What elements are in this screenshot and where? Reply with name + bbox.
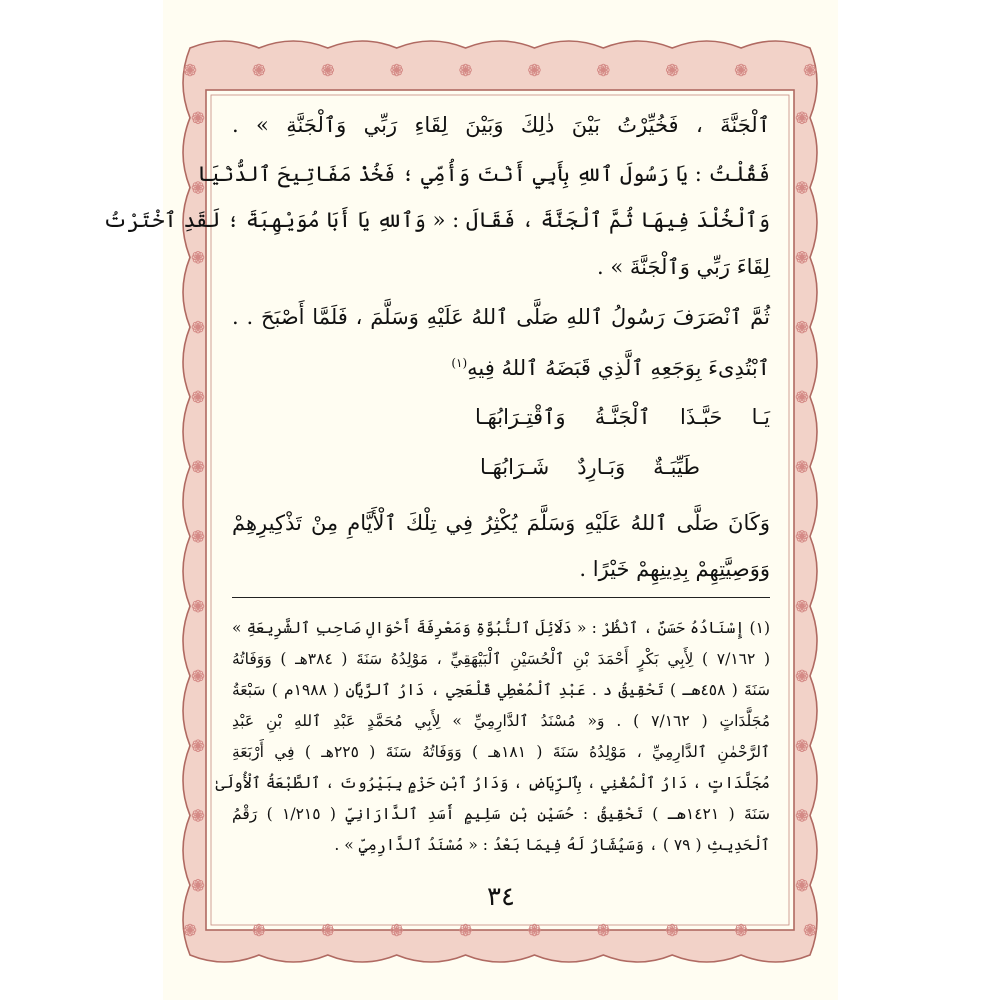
- verse-line-1: يَـا حَبَّـذَا ٱلْجَنَّـةُ وَٱقْتِـرَابُهَـا: [475, 405, 770, 429]
- body-line-3: وَٱلْخُلْدَ فِيهَا ثُمَّ ٱلْجَنَّةَ ، فَقَالَ : « وَٱللهِ يَا أَبَا مُوَيْهِبَةَ ؛ لَقَدِ ٱخْتَرْتُ: [102, 208, 770, 232]
- body-line-1: ٱلْجَنَّةَ ، فَخُيِّرْتُ بَيْنَ ذٰلِكَ وَبَيْنَ لِقَاءِ رَبِّي وَٱلْجَنَّةِ » .: [232, 113, 770, 137]
- page-content: [102, 100, 770, 930]
- footnote-marker: (١): [451, 356, 468, 370]
- footnote-line-3: سَنَةَ ( ٤٥٨هـ ) تَحْقِيقُ د . عَبْدِ ٱلْمُعْطِي قَلْعَجِي ، دَارُ ٱلرَّيَّانِ ( ١٩٨٨م ) سَبْعَةُ: [232, 681, 770, 699]
- body-line-8: وَوَصِيَّتِهِمْ بِدِينِهِمْ خَيْرًا .: [579, 557, 770, 581]
- footnote-line-2: ( ٧/١٦٢ ) لِأَبِي بَكْرٍ أَحْمَدَ بْنِ ٱلْحُسَيْنِ ٱلْبَيْهَقِيِّ ، مَوْلِدُهُ سَنَةَ ( ٣٨٤هـ ) وَوَفَاتُهُ: [232, 650, 770, 668]
- footnote-line-1: (١) إِسْنَادُهُ حَسَنٌ ، ٱنْظُرْ : « دَلَائِلَ ٱلنُّبُوَّةِ وَمَعْرِفَةَ أَحْوَالِ صَاحِبِ ٱلشَّرِيعَةِ »: [232, 619, 770, 637]
- verse-line-2: طَيِّبَـةٌ وَبَـارِدٌ شَـرَابُهَـا: [480, 455, 700, 479]
- page-number: ٣٤: [487, 882, 515, 912]
- body-line-4: لِقَاءَ رَبِّي وَٱلْجَنَّةَ » .: [596, 255, 770, 279]
- body-line-6: [232, 346, 770, 380]
- footnote-separator: [232, 597, 770, 598]
- footnote-line-5: ٱلرَّحْمٰنِ ٱلدَّارِمِيِّ ، مَوْلِدُهُ سَنَةَ ( ١٨١هـ ) وَوَفَاتُهُ سَنَةَ ( ٢٢٥هـ ) فِي أَرْبَعَةِ: [232, 743, 770, 761]
- footnote-line-7: سَنَةَ ( ١٤٢١هـ ) تَحْقِيقُ : حُسَيْنِ بْنِ سَلِيمٍ أَسَدِ ٱلدَّارَانِيِّ ( ١/٢١٥ ) رَقْمُ: [232, 805, 770, 823]
- footnote-line-6: مُجَلَّدَاتٍ ، دَارُ ٱلْمُغْنِي ، بِٱلرِّيَاضِ ، وَدَارُ ٱبْنِ حَزْمٍ بِبَيْرُوتَ ، ٱلطَّبْعَةُ ٱلْأُولَىٰ: [215, 774, 770, 792]
- body-line-2: فَقُلْتُ : يَا رَسُولَ ٱللهِ بِأَبِي أَنْتَ وَأُمِّي ؛ فَخُذْ مَفَاتِيحَ ٱلدُّنْيَا: [197, 162, 770, 186]
- body-line-7: وَكَانَ صَلَّى ٱللهُ عَلَيْهِ وَسَلَّمَ يُكْثِرُ فِي تِلْكَ ٱلْأَيَّامِ مِنْ تَذْكِيرِهِمْ: [232, 511, 770, 535]
- body-line-6-text: ٱبْتُدِىءَ بِوَجَعِهِ ٱلَّذِي قَبَضَهُ ٱللهُ فِيهِ: [467, 356, 770, 380]
- footnote-line-8: ٱلْحَدِيثِ ( ٧٩ ) ، وَسَيُشَارُ لَهُ فِيمَا بَعْدُ : « مُسْنَدُ ٱلدَّارِمِيِّ » .: [334, 836, 770, 854]
- body-line-5: ثُمَّ ٱنْصَرَفَ رَسُولُ ٱللهِ صَلَّى ٱللهُ عَلَيْهِ وَسَلَّمَ ، فَلَمَّا أَصْبَحَ . .: [232, 305, 770, 329]
- footnote-line-4: مُجَلَّدَاتٍ ( ٧/١٦٢ ) . وَ« مُسْنَدُ ٱلدَّارِمِيِّ » لِأَبِي مُحَمَّدٍ عَبْدِ ٱللهِ بْنِ عَبْدِ: [232, 712, 770, 730]
